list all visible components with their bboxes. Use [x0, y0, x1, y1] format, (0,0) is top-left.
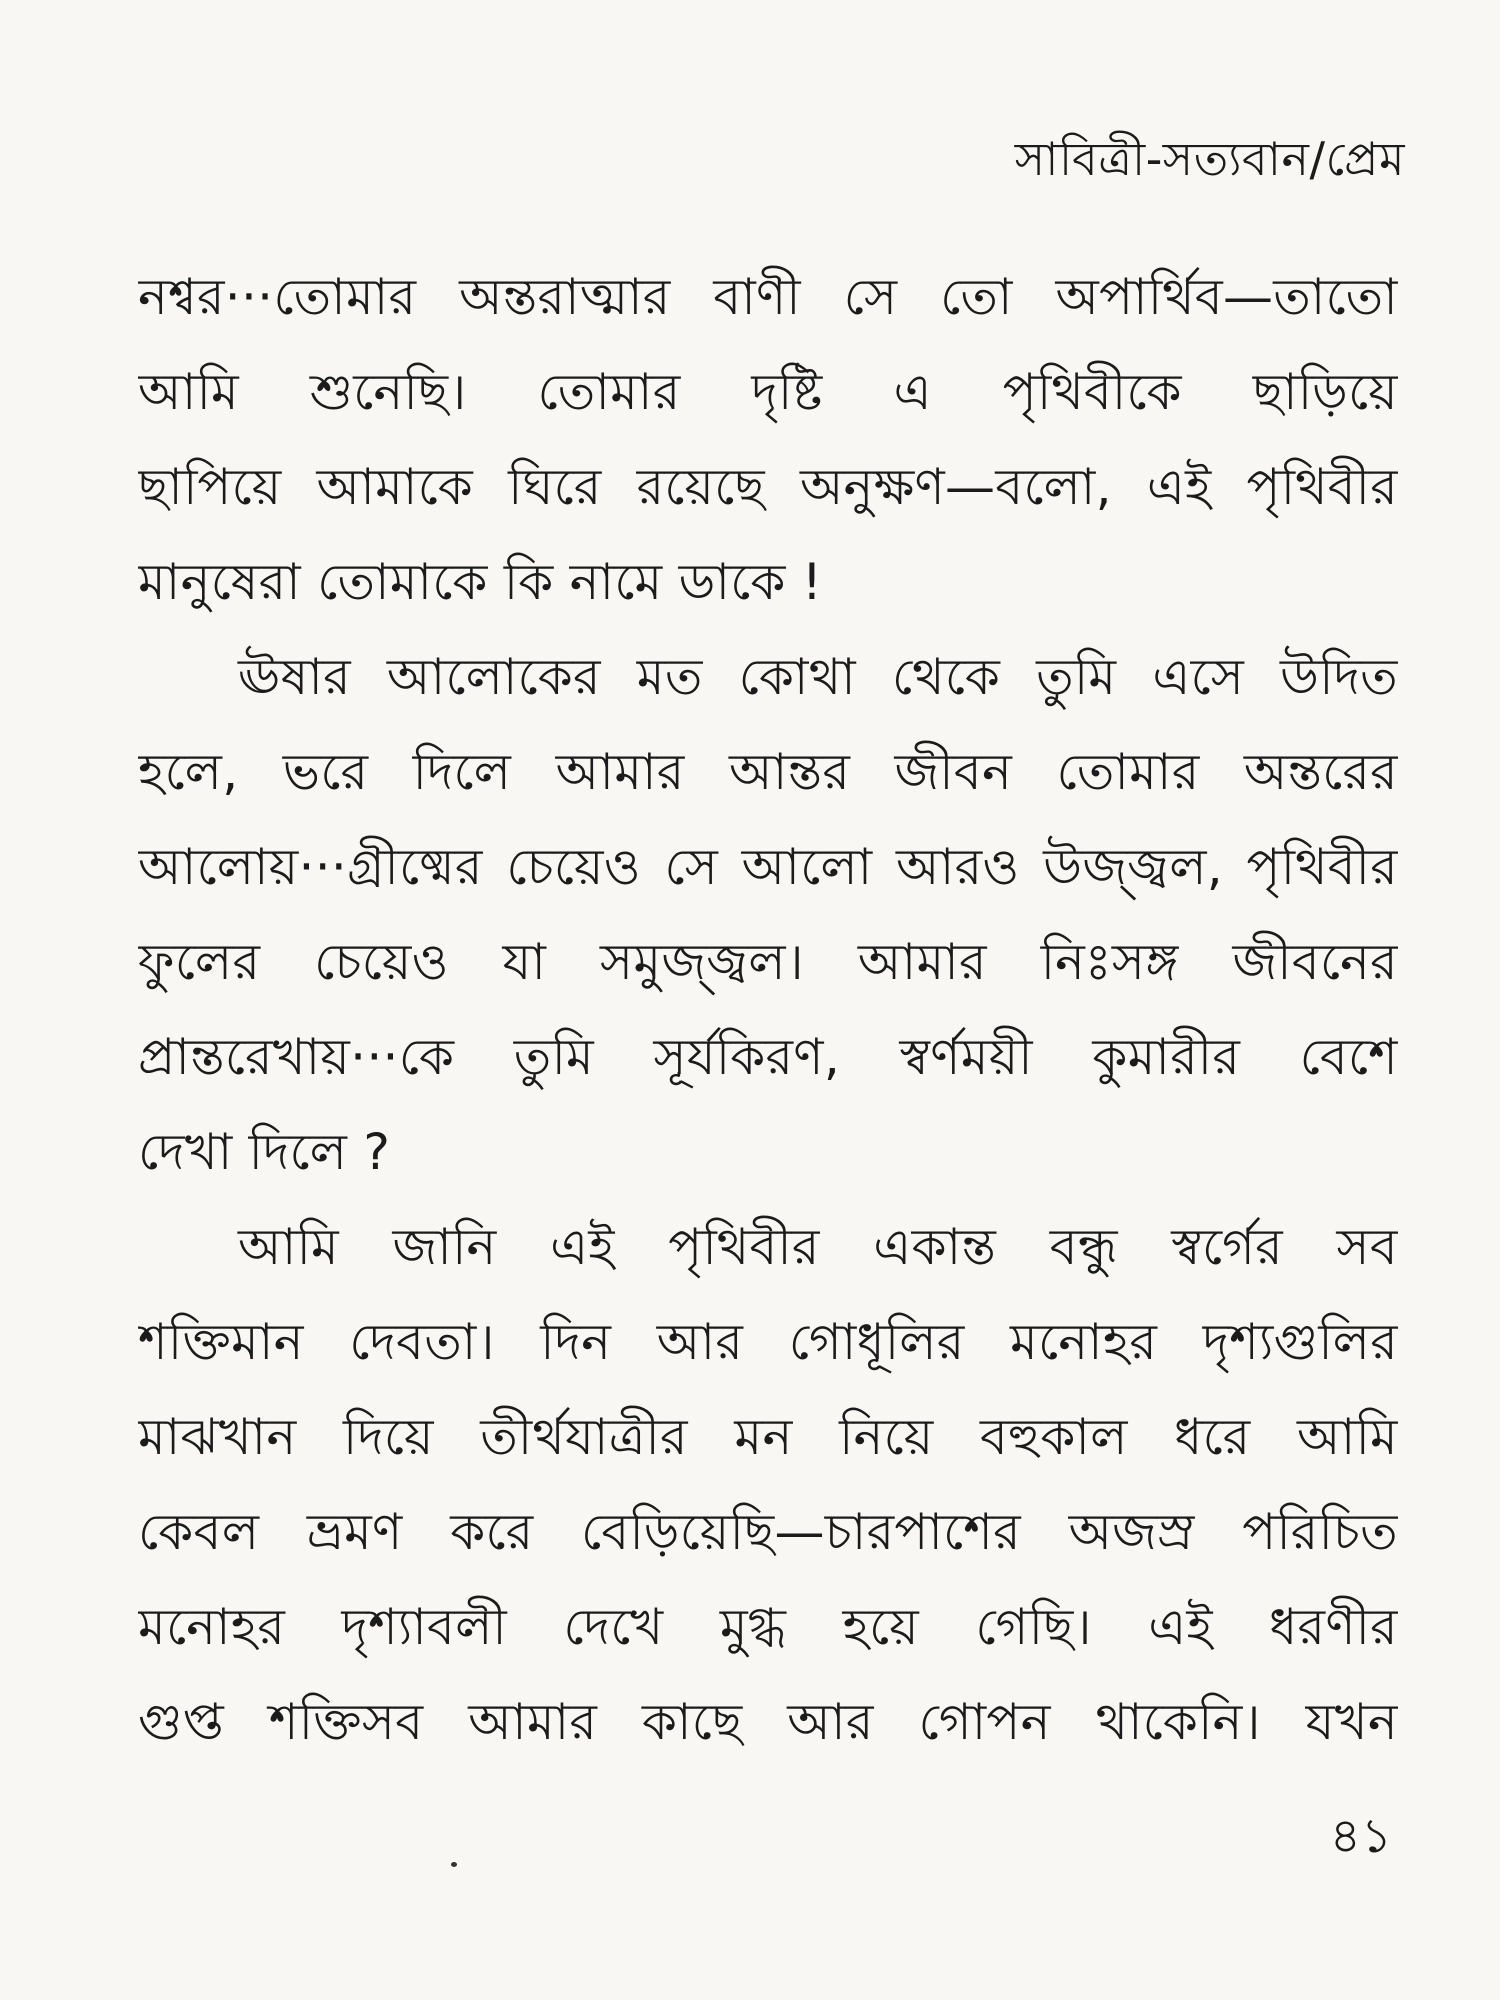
text-line: ফুলের চেয়েও যা সমুজ্জ্বল। আমার নিঃসঙ্গ জীবনের	[138, 933, 1398, 991]
paragraph-2	[138, 630, 1398, 1200]
text-line: গুপ্ত শক্তিসব আমার কাছে আর গোপন থাকেনি। যখন	[138, 1693, 1398, 1751]
text-line: কেবল ভ্রমণ করে বেড়িয়েছি—চারপাশের অজস্র পরিচিত	[138, 1503, 1398, 1561]
text-line: হলে, ভরে দিলে আমার আন্তর জীবন তোমার অন্তরের	[138, 743, 1398, 801]
paragraph-1	[138, 250, 1398, 630]
text-line: দেখা দিলে ?	[138, 1123, 391, 1181]
text-line: শক্তিমান দেবতা। দিন আর গোধূলির মনোহর দৃশ্যগুলির	[138, 1313, 1398, 1371]
text-line: আমি জানি এই পৃথিবীর একান্ত বন্ধু স্বর্গের সব	[238, 1218, 1398, 1276]
text-line: নশ্বর···তোমার অন্তরাত্মার বাণী সে তো অপার্থিব—তাতো	[138, 268, 1398, 326]
text-line: প্রান্তরেখায়···কে তুমি সূর্যকিরণ, স্বর্ণময়ী কুমারীর বেশে	[138, 1028, 1398, 1086]
body-text	[138, 250, 1398, 1770]
text-line: মনোহর দৃশ্যাবলী দেখে মুগ্ধ হয়ে গেছি। এই ধরণীর	[138, 1598, 1398, 1656]
print-speck	[451, 1862, 457, 1867]
text-line: আলোয়···গ্রীষ্মের চেয়েও সে আলো আরও উজ্জ্বল, পৃথিবীর	[138, 838, 1398, 896]
text-line: ঊষার আলোকের মত কোথা থেকে তুমি এসে উদিত	[238, 648, 1398, 706]
text-line: আমি শুনেছি। তোমার দৃষ্টি এ পৃথিবীকে ছাড়িয়ে	[138, 363, 1398, 421]
text-line: মাঝখান দিয়ে তীর্থযাত্রীর মন নিয়ে বহুকাল ধরে আমি	[138, 1408, 1398, 1466]
text-line: মানুষেরা তোমাকে কি নামে ডাকে !	[138, 553, 823, 611]
page-number: ৪১	[1329, 1808, 1392, 1864]
text-line: ছাপিয়ে আমাকে ঘিরে রয়েছে অনুক্ষণ—বলো, এই পৃথিবীর	[138, 458, 1398, 516]
paragraph-3	[138, 1200, 1398, 1770]
running-header: সাবিত্রী-সত্যবান/প্রেম	[1014, 132, 1405, 186]
